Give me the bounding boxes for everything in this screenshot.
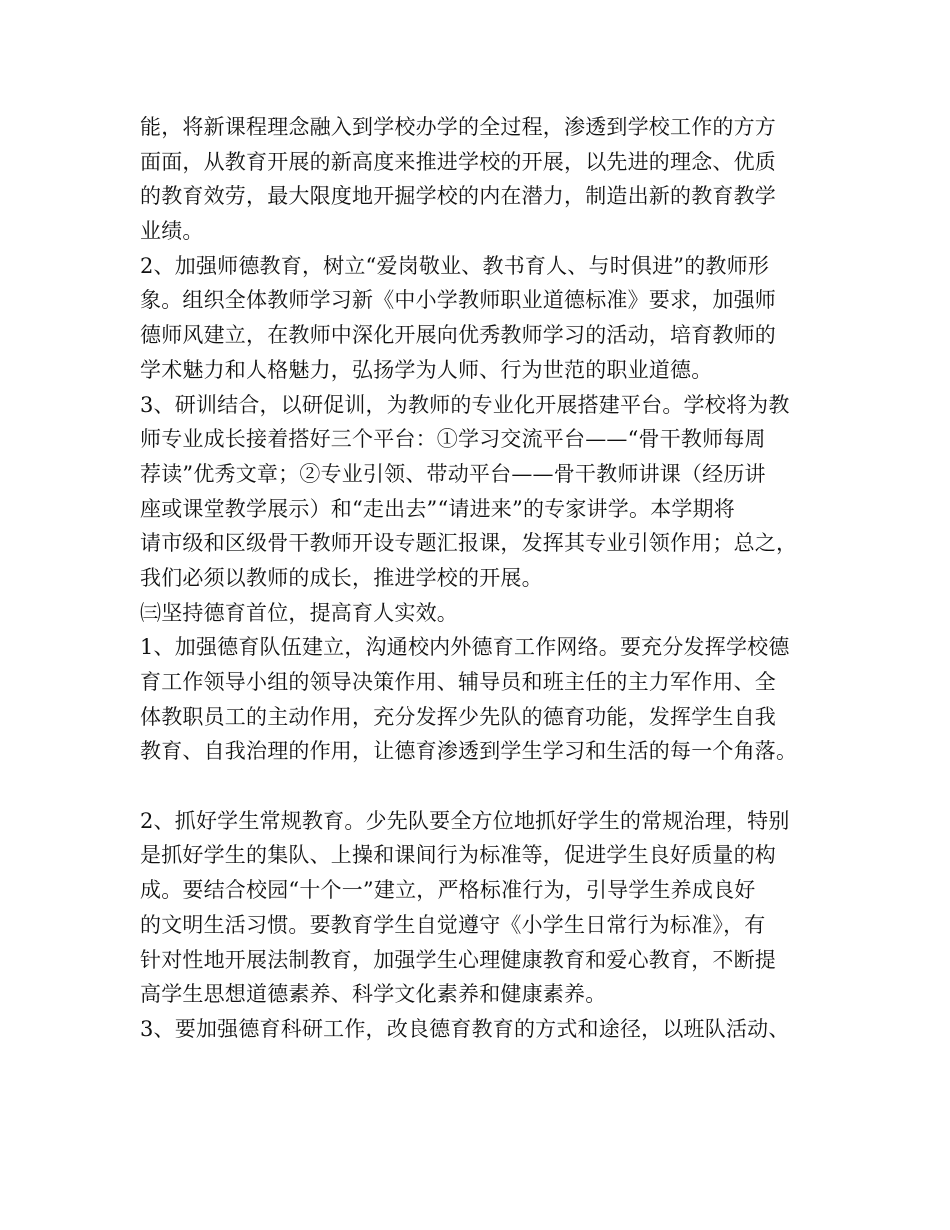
text-line: 德师风建立，在教师中深化开展向优秀教师学习的活动，培育教师的 (140, 323, 776, 348)
text-line: 3、要加强德育科研工作，改良德育教育的方式和途径，以班队活动、 (140, 1016, 790, 1041)
text-line: 座或课堂教学展示）和“走出去”“请进来”的专家讲学。本学期将 (140, 496, 735, 521)
text-line: 象。组织全体教师学习新《中小学教师职业道德标准》要求，加强师 (140, 288, 776, 313)
document-body (140, 110, 840, 1047)
text-line: 师专业成长接着搭好三个平台：①学习交流平台——“骨干教师每周 (140, 427, 766, 452)
text-line: 教育、自我治理的作用，让德育渗透到学生学习和生活的每一个角落。 (140, 739, 798, 764)
text-line: 的文明生活习惯。要教育学生自觉遵守《小学生日常行为标准》，有 (140, 912, 766, 937)
text-line: 能，将新课程理念融入到学校办学的全过程，渗透到学校工作的方方 (140, 115, 776, 139)
text-line: 高学生思想道德素养、科学文化素养和健康素养。 (140, 982, 607, 1007)
text-line: 荐读”优秀文章；②专业引领、带动平台——骨干教师讲课（经历讲 (140, 461, 766, 486)
text-line: 3、研训结合，以研促训，为教师的专业化开展搭建平台。学校将为教 (140, 392, 790, 417)
text-line: 成。要结合校园“十个一”建立，严格标准行为，引导学生养成良好 (140, 878, 756, 903)
section-heading: ㈢坚持德育首位，提高育人实效。 (140, 600, 458, 625)
text-line: 体教职员工的主动作用，充分发挥少先队的德育功能，发挥学生自我 (140, 704, 776, 729)
text-line: 2、抓好学生常规教育。少先队要全方位地抓好学生的常规治理，特别 (140, 808, 790, 833)
text-line: 针对性地开展法制教育，加强学生心理健康教育和爱心教育，不断提 (140, 947, 776, 972)
text-line: 2、加强师德教育，树立“爱岗敬业、教书育人、与时俱进”的教师形 (140, 253, 770, 278)
blank-line (140, 769, 840, 804)
text-line: 的教育效劳，最大限度地开掘学校的内在潜力，制造出新的教育教学 (140, 184, 776, 209)
text-line: 面面，从教育开展的新高度来推进学校的开展，以先进的理念、优质 (140, 149, 776, 174)
text-line: 是抓好学生的集队、上操和课间行为标准等，促进学生良好质量的构 (140, 843, 776, 868)
text-line: 1、加强德育队伍建立，沟通校内外德育工作网络。要充分发挥学校德 (140, 635, 790, 660)
text-line: 我们必须以教师的成长，推进学校的开展。 (140, 565, 543, 590)
text-line: 业绩。 (140, 219, 204, 244)
text-line: 请市级和区级骨干教师开设专题汇报课，发挥其专业引领作用；总之， (140, 531, 798, 556)
text-line: 育工作领导小组的领导决策作用、辅导员和班主任的主力军作用、全 (140, 670, 776, 694)
text-line: 学术魅力和人格魅力，弘扬学为人师、行为世范的职业道德。 (140, 357, 713, 382)
